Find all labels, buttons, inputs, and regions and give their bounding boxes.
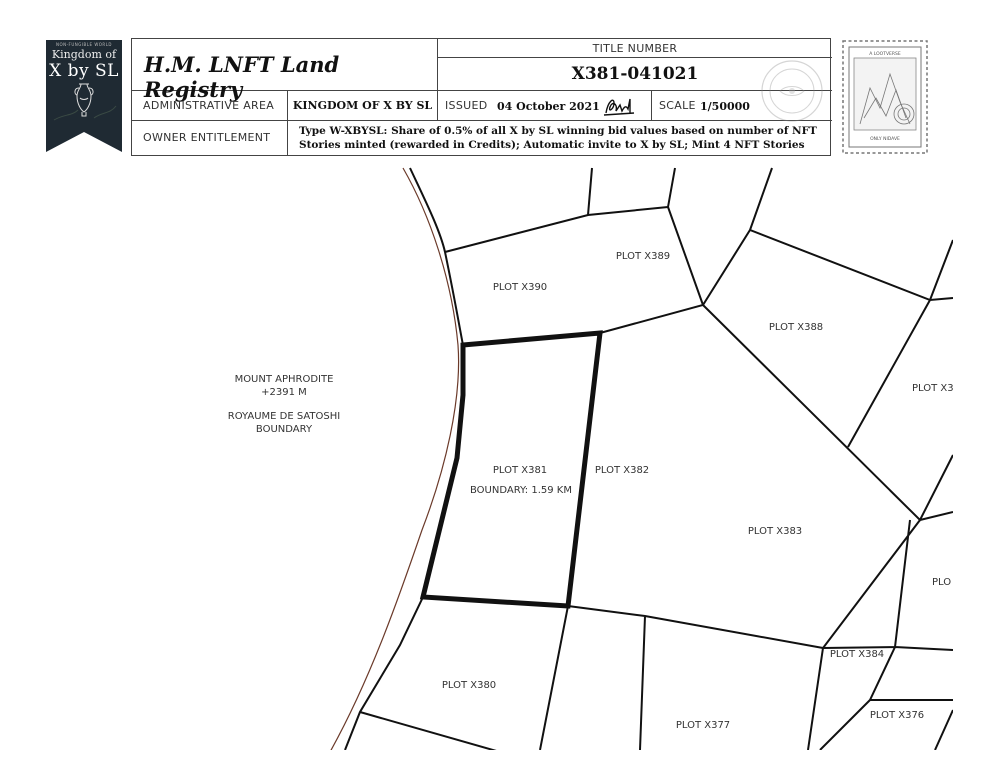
scale-label: SCALE: [659, 99, 696, 112]
issued-label: ISSUED: [445, 99, 488, 112]
plot-label-x382[interactable]: PLOT X382: [594, 465, 650, 476]
issued-date: 04 October 2021: [497, 100, 600, 113]
plot-label-x388[interactable]: PLOT X388: [768, 322, 824, 333]
postage-stamp-icon: [840, 38, 930, 156]
kingdom-banner: [46, 40, 122, 152]
admin-area-value: KINGDOM OF X BY SL: [288, 91, 438, 121]
banner-kingdom-text: Kingdom of: [51, 48, 117, 61]
title-number: X381-041021: [438, 58, 832, 91]
boundary-label-line2: BOUNDARY: [255, 424, 313, 435]
admin-area-label: ADMINISTRATIVE AREA: [132, 91, 288, 121]
signature-icon: [602, 93, 638, 119]
banner-small-caps: NON-FUNGIBLE WORLD: [55, 42, 113, 47]
plot-label-x385[interactable]: PLO: [932, 577, 952, 588]
plot-label-x390[interactable]: PLOT X390: [492, 282, 548, 293]
boundary-label-line1: ROYAUME DE SATOSHI: [227, 411, 341, 422]
plot-label-x376[interactable]: PLOT X376: [869, 710, 925, 721]
stamp-bottom-text: ONLY NIDAVE: [870, 137, 900, 142]
plot-label-x380[interactable]: PLOT X380: [441, 680, 497, 691]
plot-boundary-length: BOUNDARY: 1.59 KM: [470, 485, 572, 496]
plot-label-x389[interactable]: PLOT X389: [615, 251, 671, 262]
banner-name: X by SL: [49, 61, 119, 81]
plot-label-x387[interactable]: PLOT X3: [912, 383, 954, 394]
plot-label-x377[interactable]: PLOT X377: [675, 720, 731, 731]
issued-cell: [438, 91, 652, 121]
registry-seal-icon: [760, 59, 824, 123]
plot-label-x383[interactable]: PLOT X383: [747, 526, 803, 537]
landmark-name: MOUNT APHRODITE: [234, 374, 334, 385]
owner-entitlement-label: OWNER ENTITLEMENT: [132, 121, 288, 155]
plot-label-x381[interactable]: PLOT X381: [492, 465, 548, 476]
plot-label-x384[interactable]: PLOT X384: [829, 649, 885, 660]
landmark-elevation: +2391 M: [261, 387, 307, 398]
kingdom-boundary-line: [330, 168, 459, 752]
title-number-label: TITLE NUMBER: [438, 39, 832, 58]
stamp-top-text: A LOOTVERSE: [869, 52, 901, 57]
scale-value: 1/50000: [700, 100, 750, 113]
registry-title: H.M. LNFT Land Registry: [132, 39, 438, 91]
owner-entitlement-value: Type W-XBYSL: Share of 0.5% of all X by SL winning bid values based on number of NFT Stories minted (rewarded in Credits); Automatic invite to X by SL; Mint 4 NFT Stories: [299, 125, 817, 151]
registry-header: [131, 38, 831, 156]
